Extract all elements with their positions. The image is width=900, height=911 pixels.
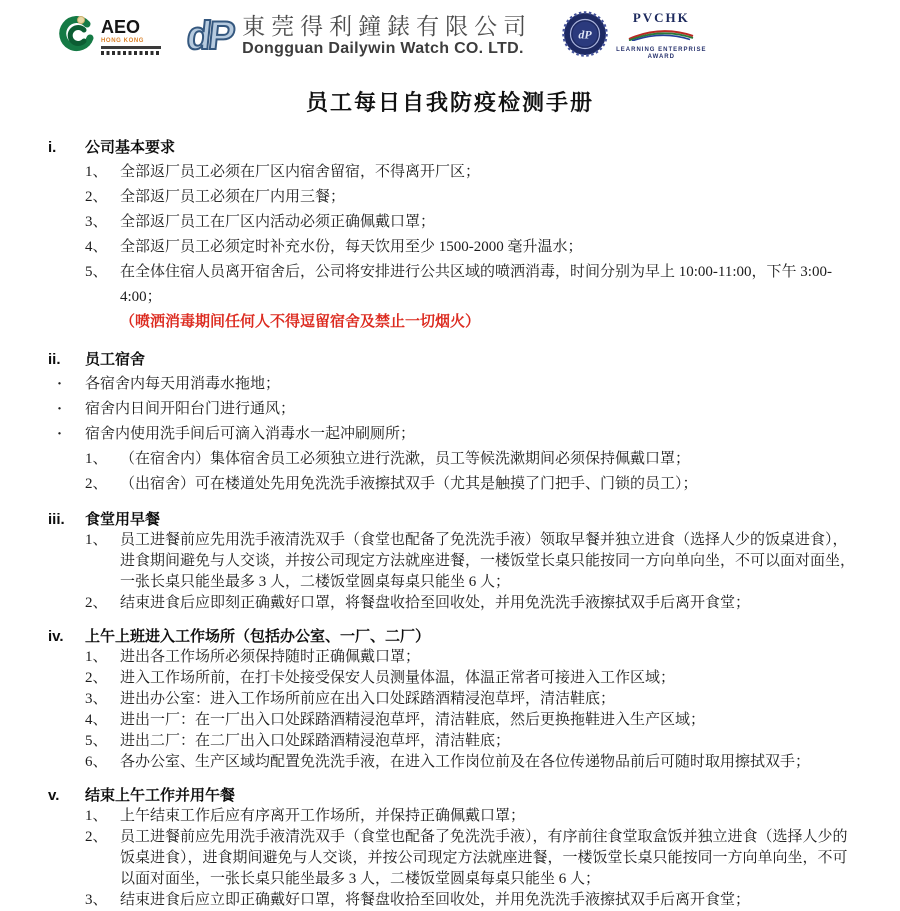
- section-lunch: [48, 785, 862, 911]
- item-text: 宿舍内使用洗手间后可滴入消毒水一起冲刷厕所；: [85, 426, 416, 442]
- dailywin-logo: [184, 13, 533, 59]
- section-heading: 食堂用早餐: [85, 511, 161, 528]
- section-heading: 员工宿舍: [85, 351, 146, 368]
- list-item: [48, 372, 862, 397]
- page-title: 员工每日自我防疫检测手册: [305, 90, 594, 115]
- pvchk-ribbon-icon: [626, 27, 696, 47]
- list-item: [48, 827, 862, 890]
- item-marker: 4、: [85, 239, 108, 255]
- list-item: [48, 593, 862, 614]
- list-item: [48, 668, 862, 689]
- pvchk-badge-icon: [562, 11, 608, 62]
- section-staff-dormitory: [48, 347, 862, 497]
- item-text: （在宿舍内）集体宿舍员工必须独立进行洗漱，员工等候洗漱期间必须保持佩戴口罩；: [120, 451, 691, 467]
- item-text: 员工进餐前应先用洗手液清洗双手（食堂也配备了免洗洗手液）领取早餐并独立进食（选择人少的饭桌进食），进食期间避免与人交谈，并按公司现定方法就座进餐，一楼饭堂长桌只能按同一方向单向坐，不可以面对面坐，一张长桌只能坐最多 3 人，二楼饭堂圆桌每桌只能坐 6 人；: [120, 532, 856, 590]
- item-marker: 5、: [85, 264, 108, 280]
- section-number: v.: [48, 787, 60, 804]
- item-text: 结束进食后应立即正确戴好口罩，将餐盘收拾至回收处，并用免洗洗手液擦拭双手后离开食堂；: [120, 892, 751, 908]
- item-marker: 3、: [85, 691, 108, 707]
- dp-monogram-icon: dP: [184, 13, 235, 58]
- list-item: [48, 260, 862, 310]
- pvchk-award-line1: LEARNING ENTERPRISE: [616, 46, 707, 53]
- item-text: 上午结束工作后应有序离开工作场所，并保持正确佩戴口罩；: [120, 808, 526, 824]
- list-item: [48, 235, 862, 260]
- item-text: 全部返厂员工在厂区内活动必须正确佩戴口罩；: [120, 214, 436, 230]
- pvchk-award-logo: [562, 10, 706, 61]
- item-text: 进出各工作场所必须保持随时正确佩戴口罩；: [120, 649, 421, 665]
- section-canteen-breakfast: [48, 509, 862, 614]
- list-item: [48, 472, 862, 497]
- list-item: [48, 397, 862, 422]
- list-item: [48, 752, 862, 773]
- item-marker: 1、: [85, 532, 108, 548]
- item-marker: 2、: [85, 189, 108, 205]
- item-marker: 3、: [85, 214, 108, 230]
- item-text: 全部返厂员工必须定时补充水份，每天饮用至少 1500-2000 毫升温水；: [120, 239, 583, 255]
- section-heading: 结束上午工作并用午餐: [85, 787, 236, 804]
- item-text: 宿舍内日间开阳台门进行通风；: [85, 401, 296, 417]
- aeo-swirl-icon: [56, 14, 96, 59]
- section-heading: 上午上班进入工作场所（包括办公室、一厂、二厂）: [85, 628, 431, 645]
- section-number: iv.: [48, 628, 64, 645]
- list-item: [48, 422, 862, 447]
- company-name-zh: 東莞得利鐘錶有限公司: [242, 13, 533, 39]
- section-heading: 公司基本要求: [85, 139, 176, 156]
- list-item: [48, 647, 862, 668]
- list-item: [48, 731, 862, 752]
- item-text: 全部返厂员工必须在厂区内宿舍留宿，不得离开厂区；: [120, 164, 481, 180]
- item-marker: 1、: [85, 808, 108, 824]
- item-marker: 4、: [85, 712, 108, 728]
- item-marker: 2、: [85, 670, 108, 686]
- item-marker: [85, 310, 120, 335]
- item-marker: 2、: [85, 829, 108, 845]
- bullet-marker: ·: [57, 426, 63, 442]
- item-text: 进入工作场所前，在打卡处接受保安人员测量体温，体温正常者可接进入工作区域；: [120, 670, 676, 686]
- red-warning-text: （喷洒消毒期间任何人不得逗留宿舍及禁止一切烟火）: [120, 314, 481, 330]
- list-item: [48, 689, 862, 710]
- page-header: [56, 10, 900, 62]
- item-marker: 5、: [85, 733, 108, 749]
- list-item: [48, 185, 862, 210]
- list-item: [48, 806, 862, 827]
- item-text: 进出办公室：进入工作场所前应在出入口处踩踏酒精浸泡草坪，清洁鞋底；: [120, 691, 616, 707]
- section-number: i.: [48, 139, 57, 156]
- item-text: 各宿舍内每天用消毒水拖地；: [85, 376, 281, 392]
- aeo-region-label: HONG KONG: [101, 37, 145, 44]
- item-text: （出宿舍）可在楼道处先用免洗洗手液擦拭双手（尤其是触摸了门把手、门锁的员工）；: [120, 476, 698, 492]
- item-marker: 2、: [85, 476, 108, 492]
- item-text: 进出一厂：在一厂出入口处踩踏酒精浸泡草坪，清洁鞋底，然后更换拖鞋进入生产区域；: [120, 712, 706, 728]
- item-marker: 6、: [85, 754, 108, 770]
- section-morning-work-entry: [48, 626, 862, 773]
- item-marker: 2、: [85, 595, 108, 611]
- item-text: 各办公室、生产区域均配置免洗洗手液，在进入工作岗位前及在各位传递物品前后可随时取用擦拭双手；: [120, 754, 811, 770]
- pvchk-wordmark: PVCHK: [632, 10, 690, 26]
- section-company-requirements: [48, 135, 862, 335]
- bullet-marker: ·: [57, 401, 63, 417]
- aeo-wordmark: AEO: [101, 16, 141, 37]
- item-text: 进出二厂：在二厂出入口处踩踏酒精浸泡草坪，清洁鞋底；: [120, 733, 511, 749]
- bullet-marker: ·: [57, 376, 63, 392]
- aeo-fineprint-bar: [101, 46, 161, 49]
- aeo-fineprint-dots: [101, 51, 159, 55]
- item-text: 全部返厂员工必须在厂内用三餐；: [120, 189, 346, 205]
- list-item: [48, 710, 862, 731]
- pvchk-award-line2: AWARD: [647, 54, 675, 61]
- section-number: ii.: [48, 351, 61, 368]
- item-text: 结束进食后应即刻正确戴好口罩，将餐盘收拾至回收处，并用免洗洗手液擦拭双手后离开食堂；: [120, 595, 751, 611]
- item-marker: 3、: [85, 892, 108, 908]
- list-item: [48, 447, 862, 472]
- list-item: [48, 530, 862, 593]
- aeo-logo: [56, 14, 161, 59]
- document-body: [48, 135, 862, 911]
- list-item: [48, 890, 862, 911]
- item-marker: 1、: [85, 164, 108, 180]
- list-item: [48, 160, 862, 185]
- list-item: [48, 210, 862, 235]
- item-text: 员工进餐前应先用洗手液清洗双手（食堂也配备了免洗洗手液），有序前往食堂取盒饭并独立进食（选择人少的饭桌进食），进食期间避免与人交谈，并按公司现定方法就座进餐，一楼饭堂长桌只能按同一方向单向坐，不可以面对面坐，一张长桌只能坐最多 3 人，二楼饭堂圆桌每桌只能坐 6 人；: [120, 829, 848, 887]
- item-marker: 1、: [85, 649, 108, 665]
- company-name-en: Dongguan Dailywin Watch CO. LTD.: [242, 40, 524, 58]
- svg-text:dP: dP: [578, 27, 592, 41]
- list-item-red-note: [48, 310, 862, 335]
- section-number: iii.: [48, 511, 65, 528]
- item-text: 在全体住宿人员离开宿舍后，公司将安排进行公共区域的喷洒消毒，时间分别为早上 10:00-11:00，下午 3:00-4:00；: [120, 264, 832, 305]
- item-marker: 1、: [85, 451, 108, 467]
